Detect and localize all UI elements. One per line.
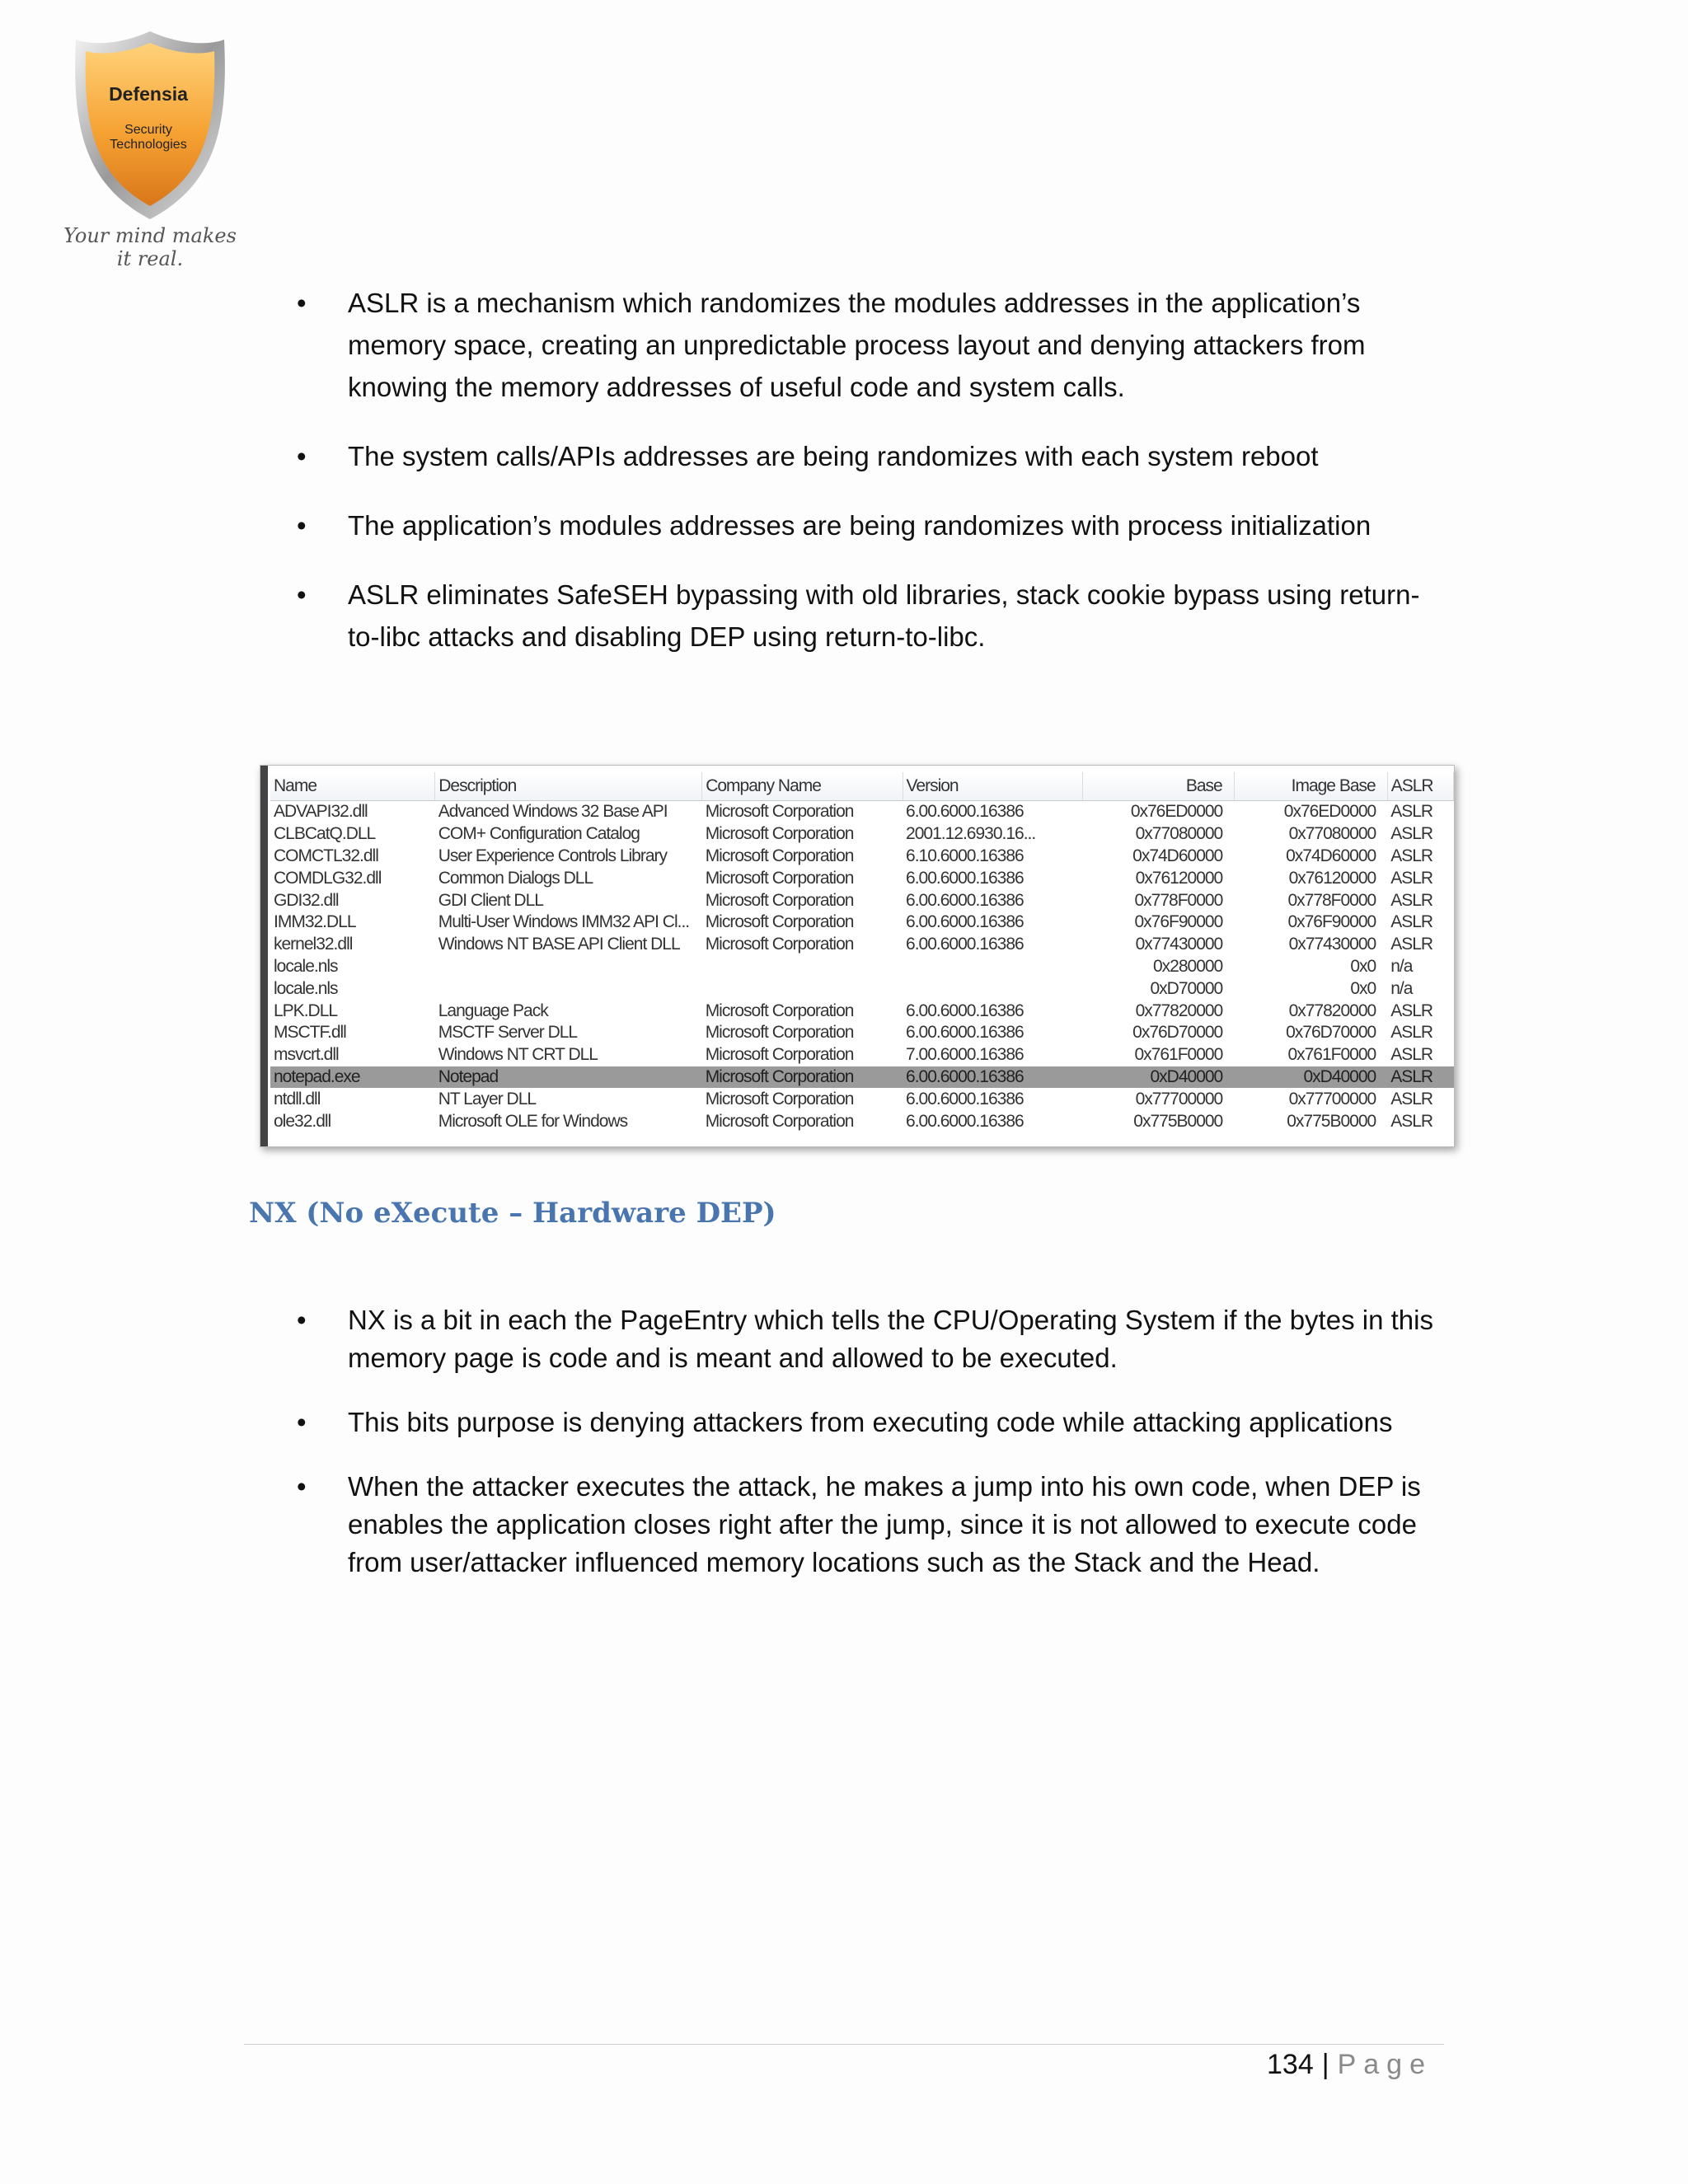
table-row[interactable]	[270, 1088, 1454, 1110]
table-cell: User Experience Controls Library	[438, 846, 668, 865]
table-cell: Language Pack	[438, 1001, 548, 1020]
table-row[interactable]	[270, 1066, 1454, 1089]
table-cell: 0x77080000	[1135, 824, 1223, 844]
table-cell: ASLR	[1390, 1023, 1433, 1043]
table-cell: 0x778F0000	[1287, 890, 1376, 910]
table-cell: MSCTF Server DLL	[438, 1023, 578, 1043]
aslr-bullet-list	[297, 282, 1451, 685]
table-cell: Microsoft Corporation	[705, 868, 854, 888]
table-cell: 6.00.6000.16386	[906, 890, 1024, 910]
column-header-description[interactable]: Description	[435, 772, 702, 801]
table-row[interactable]	[270, 934, 1454, 956]
column-header-base[interactable]: Base	[1083, 772, 1234, 801]
table-cell: 6.00.6000.16386	[906, 802, 1024, 822]
table-cell	[435, 977, 702, 1000]
table-cell: Microsoft Corporation	[705, 846, 854, 865]
table-cell: ASLR	[1387, 1066, 1453, 1089]
table-cell: msvcrt.dll	[274, 1045, 339, 1065]
bullet-item: • ASLR is a mechanism which randomizes the modules addresses in the application’s memory space, creating an unpredictable process layout and denying attackers from knowing the memory addresses of useful code and system calls.	[297, 282, 1451, 408]
table-cell: locale.nls	[274, 956, 338, 976]
table-cell: COMCTL32.dll	[274, 846, 378, 865]
table-cell: Microsoft Corporation	[705, 912, 854, 932]
table-cell: Microsoft Corporation	[705, 1023, 854, 1043]
table-cell: ASLR	[1390, 824, 1433, 844]
table-cell: kernel32.dll	[274, 935, 353, 954]
logo-sub2: Technologies	[110, 138, 187, 152]
table-cell: Advanced Windows 32 Base API	[438, 802, 668, 822]
table-cell: COM+ Configuration Catalog	[438, 824, 640, 844]
table-cell: COMDLG32.dll	[274, 868, 382, 888]
table-cell: 0x76D70000	[1132, 1023, 1223, 1043]
bullet-item: • ASLR eliminates SafeSEH bypassing with old libraries, stack cookie bypass using return-to-libc attacks and disabling DEP using return-to-libc.	[297, 574, 1451, 658]
column-header-name[interactable]: Name	[270, 772, 435, 801]
table-cell: 0x76120000	[1288, 868, 1376, 888]
nx-bullet-list	[297, 1301, 1451, 1608]
table-cell	[702, 956, 903, 978]
table-cell: ole32.dll	[274, 1111, 331, 1131]
table-cell: IMM32.DLL	[274, 912, 356, 932]
table-cell: Microsoft Corporation	[705, 824, 854, 844]
section-title-nx: NX (No eXecute – Hardware DEP)	[249, 1197, 776, 1230]
table-cell: 0x761F0000	[1134, 1045, 1223, 1065]
table-cell: Microsoft Corporation	[705, 935, 854, 954]
column-header-company[interactable]: Company Name	[702, 772, 903, 801]
table-cell: MSCTF.dll	[274, 1023, 346, 1043]
table-row[interactable]	[270, 1022, 1454, 1044]
table-cell: Windows NT CRT DLL	[438, 1045, 598, 1065]
table-cell: 0xD40000	[1083, 1066, 1234, 1089]
table-cell: NT Layer DLL	[438, 1089, 537, 1108]
module-table	[270, 772, 1454, 1132]
logo-sub1: Security	[124, 123, 172, 137]
table-cell: 6.00.6000.16386	[906, 1111, 1024, 1131]
table-row[interactable]	[270, 912, 1454, 934]
module-list-screenshot	[260, 765, 1455, 1147]
table-cell: Microsoft Corporation	[705, 1001, 854, 1020]
table-cell: 6.00.6000.16386	[906, 1023, 1024, 1043]
table-cell: 2001.12.6930.16...	[906, 824, 1036, 844]
table-row[interactable]	[270, 1110, 1454, 1132]
table-row[interactable]	[270, 956, 1454, 978]
table-cell: ASLR	[1390, 868, 1433, 888]
table-cell: ADVAPI32.dll	[274, 802, 368, 822]
table-row[interactable]	[270, 867, 1454, 889]
table-cell: Microsoft Corporation	[705, 1045, 854, 1065]
footer-separator: |	[1321, 2049, 1329, 2080]
table-cell: GDI32.dll	[274, 890, 339, 910]
table-cell: 0x76ED0000	[1283, 802, 1376, 822]
table-cell: 0xD70000	[1150, 978, 1223, 998]
table-cell: 0x775B0000	[1133, 1111, 1223, 1131]
table-cell: ASLR	[1390, 846, 1433, 865]
column-header-image-base[interactable]: Image Base	[1234, 772, 1387, 801]
table-cell: 0x0	[1350, 956, 1376, 976]
table-cell: ntdll.dll	[274, 1089, 321, 1108]
table-cell: ASLR	[1390, 1111, 1433, 1131]
footer-divider	[244, 2044, 1444, 2045]
page-number: 134	[1267, 2049, 1314, 2080]
page-label: Page	[1337, 2049, 1432, 2080]
table-cell: 0x76F90000	[1287, 912, 1376, 932]
table-cell: 0x761F0000	[1287, 1045, 1376, 1065]
table-cell: 6.00.6000.16386	[903, 1066, 1083, 1089]
table-cell: 0x77700000	[1135, 1089, 1223, 1108]
logo-name: Defensia	[109, 83, 188, 105]
table-cell: ASLR	[1390, 935, 1433, 954]
table-cell: Microsoft Corporation	[705, 1111, 854, 1131]
table-cell: Microsoft Corporation	[702, 1066, 903, 1089]
table-cell: 0x280000	[1152, 956, 1223, 976]
table-cell: 0x77820000	[1288, 1001, 1376, 1020]
table-cell: ASLR	[1390, 1045, 1433, 1065]
table-cell: 6.00.6000.16386	[906, 1001, 1024, 1020]
table-cell: 0x74D60000	[1132, 846, 1223, 865]
table-cell: 6.00.6000.16386	[906, 912, 1024, 932]
table-cell: 0x74D60000	[1286, 846, 1376, 865]
table-cell	[702, 977, 903, 1000]
table-cell: ASLR	[1390, 1001, 1433, 1020]
table-cell: CLBCatQ.DLL	[274, 824, 376, 844]
table-cell: LPK.DLL	[274, 1001, 338, 1020]
table-cell: Notepad	[435, 1066, 702, 1089]
table-cell: n/a	[1390, 978, 1413, 998]
table-cell: 0x76ED0000	[1130, 802, 1223, 822]
table-row[interactable]	[270, 1044, 1454, 1066]
table-cell: 7.00.6000.16386	[906, 1045, 1024, 1065]
bullet-item: • The system calls/APIs addresses are being randomizes with each system reboot	[297, 435, 1451, 477]
table-cell: notepad.exe	[270, 1066, 435, 1089]
table-cell: 0x76F90000	[1134, 912, 1223, 932]
logo-tagline: Your mind makes it real.	[63, 224, 237, 270]
column-header-version[interactable]: Version	[903, 772, 1083, 801]
table-cell: Microsoft Corporation	[705, 890, 854, 910]
table-row[interactable]	[270, 801, 1454, 823]
table-cell: 0x76120000	[1135, 868, 1223, 888]
table-cell: GDI Client DLL	[438, 890, 543, 910]
table-cell: 0x76D70000	[1286, 1023, 1376, 1043]
page-footer	[1267, 2049, 1432, 2081]
table-cell: ASLR	[1390, 912, 1433, 932]
table-cell: ASLR	[1390, 890, 1433, 910]
column-header-aslr[interactable]: ASLR	[1387, 772, 1453, 801]
table-cell: 0x77820000	[1135, 1001, 1223, 1020]
table-cell: Multi-User Windows IMM32 API Cl...	[438, 912, 690, 932]
table-cell: 0x0	[1350, 978, 1376, 998]
table-cell	[903, 977, 1083, 1000]
table-cell: locale.nls	[274, 978, 338, 998]
table-row[interactable]	[270, 889, 1454, 912]
table-cell: ASLR	[1390, 1089, 1433, 1108]
table-cell: Microsoft Corporation	[705, 1089, 854, 1108]
table-header-row	[270, 772, 1454, 801]
table-cell: n/a	[1390, 956, 1413, 976]
bullet-item: • When the attacker executes the attack, he makes a jump into his own code, when DEP is enables the application closes right after the jump, since it is not allowed to execute code from user/attacker influenced memory locations such as the Stack and the Head.	[297, 1468, 1451, 1582]
table-row[interactable]	[270, 977, 1454, 1000]
table-cell	[903, 956, 1083, 978]
table-cell: 0x77080000	[1288, 824, 1376, 844]
table-cell: 6.00.6000.16386	[906, 935, 1024, 954]
table-cell: Common Dialogs DLL	[438, 868, 593, 888]
table-row[interactable]	[270, 1000, 1454, 1022]
table-cell: Microsoft Corporation	[705, 802, 854, 822]
table-cell: Windows NT BASE API Client DLL	[438, 935, 680, 954]
table-cell	[435, 956, 702, 978]
table-cell: 0x775B0000	[1287, 1111, 1376, 1131]
table-cell: 0x77700000	[1288, 1089, 1376, 1108]
bullet-item: • This bits purpose is denying attackers from executing code while attacking applications	[297, 1404, 1451, 1441]
table-cell: 0x778F0000	[1134, 890, 1223, 910]
table-row[interactable]	[270, 823, 1454, 846]
table-cell: 6.10.6000.16386	[906, 846, 1024, 865]
table-row[interactable]	[270, 846, 1454, 868]
bullet-item: • The application’s modules addresses are being randomizes with process initialization	[297, 504, 1451, 546]
table-cell: 0x77430000	[1135, 935, 1223, 954]
table-cell: 6.00.6000.16386	[906, 868, 1024, 888]
table-cell: 0xD40000	[1234, 1066, 1387, 1089]
table-cell: ASLR	[1390, 802, 1433, 822]
bullet-item: • NX is a bit in each the PageEntry which tells the CPU/Operating System if the bytes in this memory page is code and is meant and allowed to be executed.	[297, 1301, 1451, 1377]
table-cell: 0x77430000	[1288, 935, 1376, 954]
table-cell: 6.00.6000.16386	[906, 1089, 1024, 1108]
table-cell: Microsoft OLE for Windows	[438, 1111, 628, 1131]
